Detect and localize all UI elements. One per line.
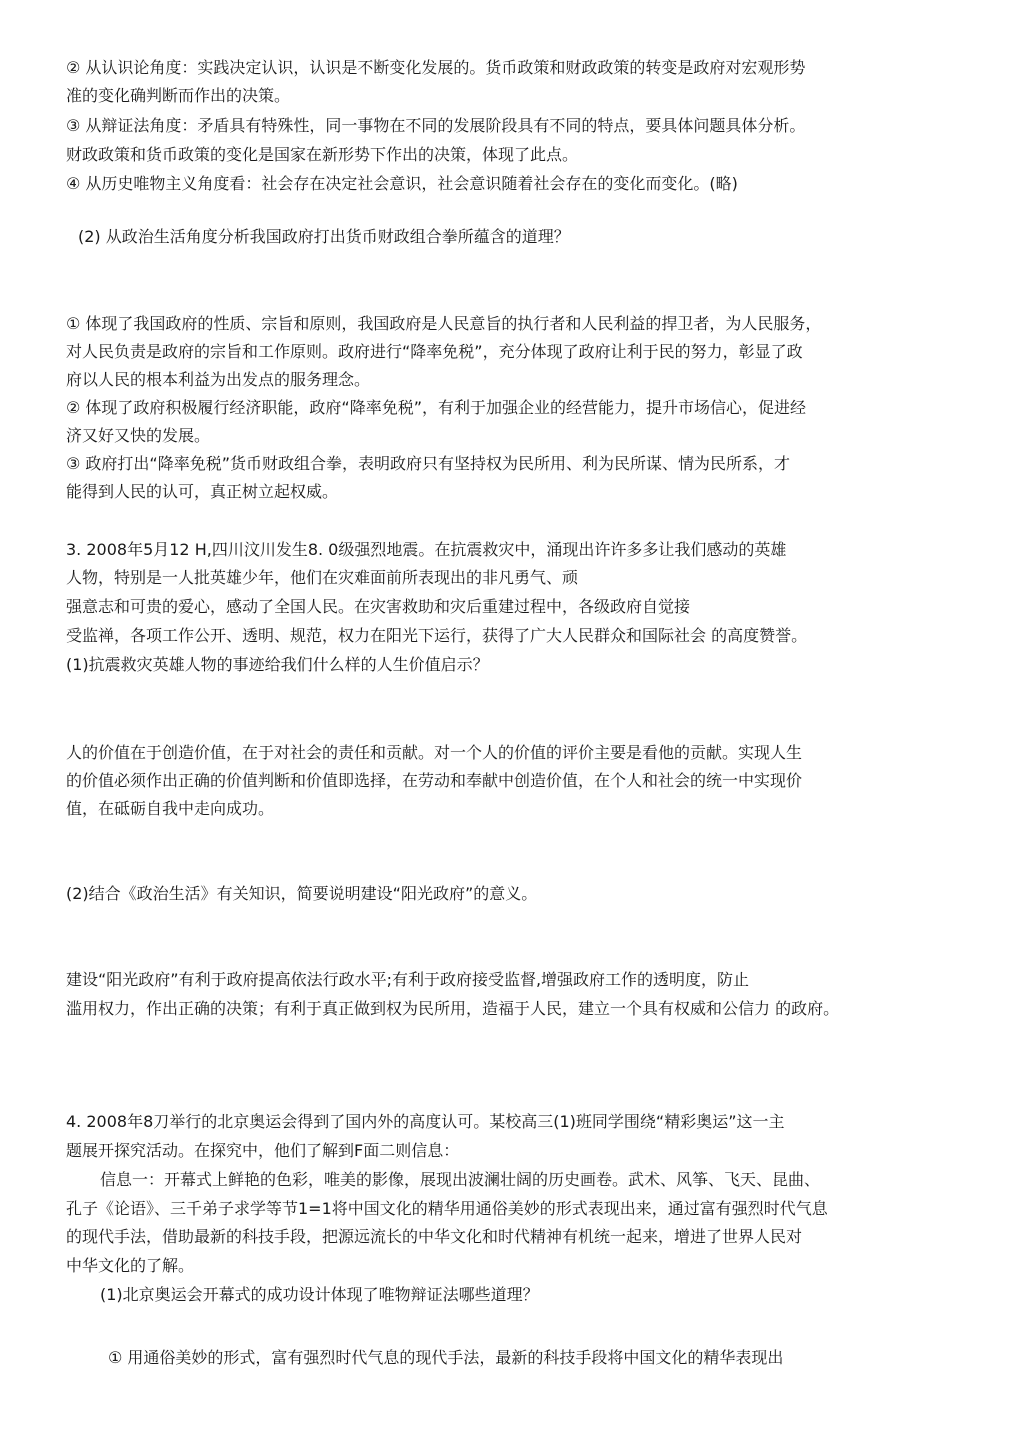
text-line: ② 从认识论角度：实践决定认识，认识是不断变化发展的。货币政策和财政政策的转变是政府对宏观形势 (66, 58, 806, 77)
text-line: 准的变化确判断而作出的决策。 (66, 86, 291, 105)
text-line: 题展开探究活动。在探究中，他们了解到F面二则信息： (66, 1141, 460, 1160)
text-line: 济又好又快的发展。 (66, 426, 211, 445)
text-line: (2)结合《政治生活》有关知识，简要说明建设“阳光政府”的意义。 (66, 884, 538, 903)
text-line: 对人民负责是政府的宗旨和工作原则。政府进行“降率免税”，充分体现了政府让利于民的努力，彰显了政 (66, 342, 803, 361)
text-line: 3. 2008年5月12 H,四川汶川发生8. 0级强烈地震。在抗震救灾中，涌现出许许多多让我们感动的英雄 (66, 540, 787, 559)
text-line: ① 体现了我国政府的性质、宗旨和原则，我国政府是人民意旨的执行者和人民利益的捍卫者，为人民服务， (66, 314, 822, 333)
text-line: (2) 从政治生活角度分析我国政府打出货币财政组合拳所蕴含的道理？ (78, 227, 570, 246)
text-line: 4. 2008年8刀举行的北京奥运会得到了国内外的高度认可。某校高三(1)班同学围绕“精彩奥运”这一主 (66, 1112, 785, 1131)
text-line: ③ 从辩证法角度：矛盾具有特殊性，同一事物在不同的发展阶段具有不同的特点，要具体问题具体分析。 (66, 116, 806, 135)
text-line: 人的价值在于创造价值，在于对社会的责任和贡献。对一个人的价值的评价主要是看他的贡献。实现人生 (66, 743, 803, 762)
text-line: ② 体现了政府积极履行经济职能，政府“降率免税”，有利于加强企业的经营能力，提升市场信心，促进经 (66, 398, 807, 417)
text-line: (1)抗震救灾英雄人物的事迹给我们什么样的人生价值启示？ (66, 655, 489, 674)
text-line: 中华文化的了解。 (66, 1256, 195, 1275)
text-line: 受监禅，各项工作公开、透明、规范，权力在阳光下运行，获得了广大人民群众和国际社会 的高度赞誉。 (66, 626, 808, 645)
text-line: ③ 政府打出“降率免税”货币财政组合拳，表明政府只有坚持权为民所用、利为民所谋、情为民所系，才 (66, 454, 791, 473)
text-line: 信息一：开幕式上鲜艳的色彩，唯美的影像，展现出波澜壮阔的历史画卷。武术、风筝、飞天、昆曲、 (100, 1170, 821, 1189)
text-line: 建设“阳光政府”有利于政府提高依法行政水平;有利于政府接受监督,增强政府工作的透明度，防止 (66, 970, 750, 989)
text-line: 人物，特别是一人批英雄少年，他们在灾难面前所表现出的非凡勇气、顽 (66, 568, 579, 587)
text-line: 滥用权力，作出正确的决策；有利于真正做到权为民所用，造福于人民，建立一个具有权威和公信力 的政府。 (66, 999, 840, 1018)
text-line: 的价值必须作出正确的价值判断和价值即选择，在劳动和奉献中创造价值，在个人和社会的统一中实现价 (66, 771, 803, 790)
text-line: ① 用通俗美妙的形式，富有强烈时代气息的现代手法，最新的科技手段将中国文化的精华表现出 (108, 1348, 784, 1367)
text-line: 财政政策和货币政策的变化是国家在新形势下作出的决策，体现了此点。 (66, 145, 579, 164)
text-line: 值，在砥砺自我中走向成功。 (66, 799, 275, 818)
text-line: ④ 从历史唯物主义角度看：社会存在决定社会意识，社会意识随着社会存在的变化而变化。(略) (66, 174, 738, 193)
text-line: 府以人民的根本利益为出发点的服务理念。 (66, 370, 371, 389)
text-line: (1)北京奥运会开幕式的成功设计体现了唯物辩证法哪些道理？ (100, 1285, 539, 1304)
text-line: 强意志和可贵的爱心，感动了全国人民。在灾害救助和灾后重建过程中，各级政府自觉接 (66, 597, 691, 616)
text-line: 的现代手法，借助最新的科技手段，把源远流长的中华文化和时代精神有机统一起来，增进了世界人民对 (66, 1227, 803, 1246)
text-line: 能得到人民的认可，真正树立起权威。 (66, 482, 339, 501)
text-line: 孔子《论语》、三千弟子求学等节1=1将中国文化的精华用通俗美妙的形式表现出来，通过富有强烈时代气息 (66, 1199, 828, 1218)
